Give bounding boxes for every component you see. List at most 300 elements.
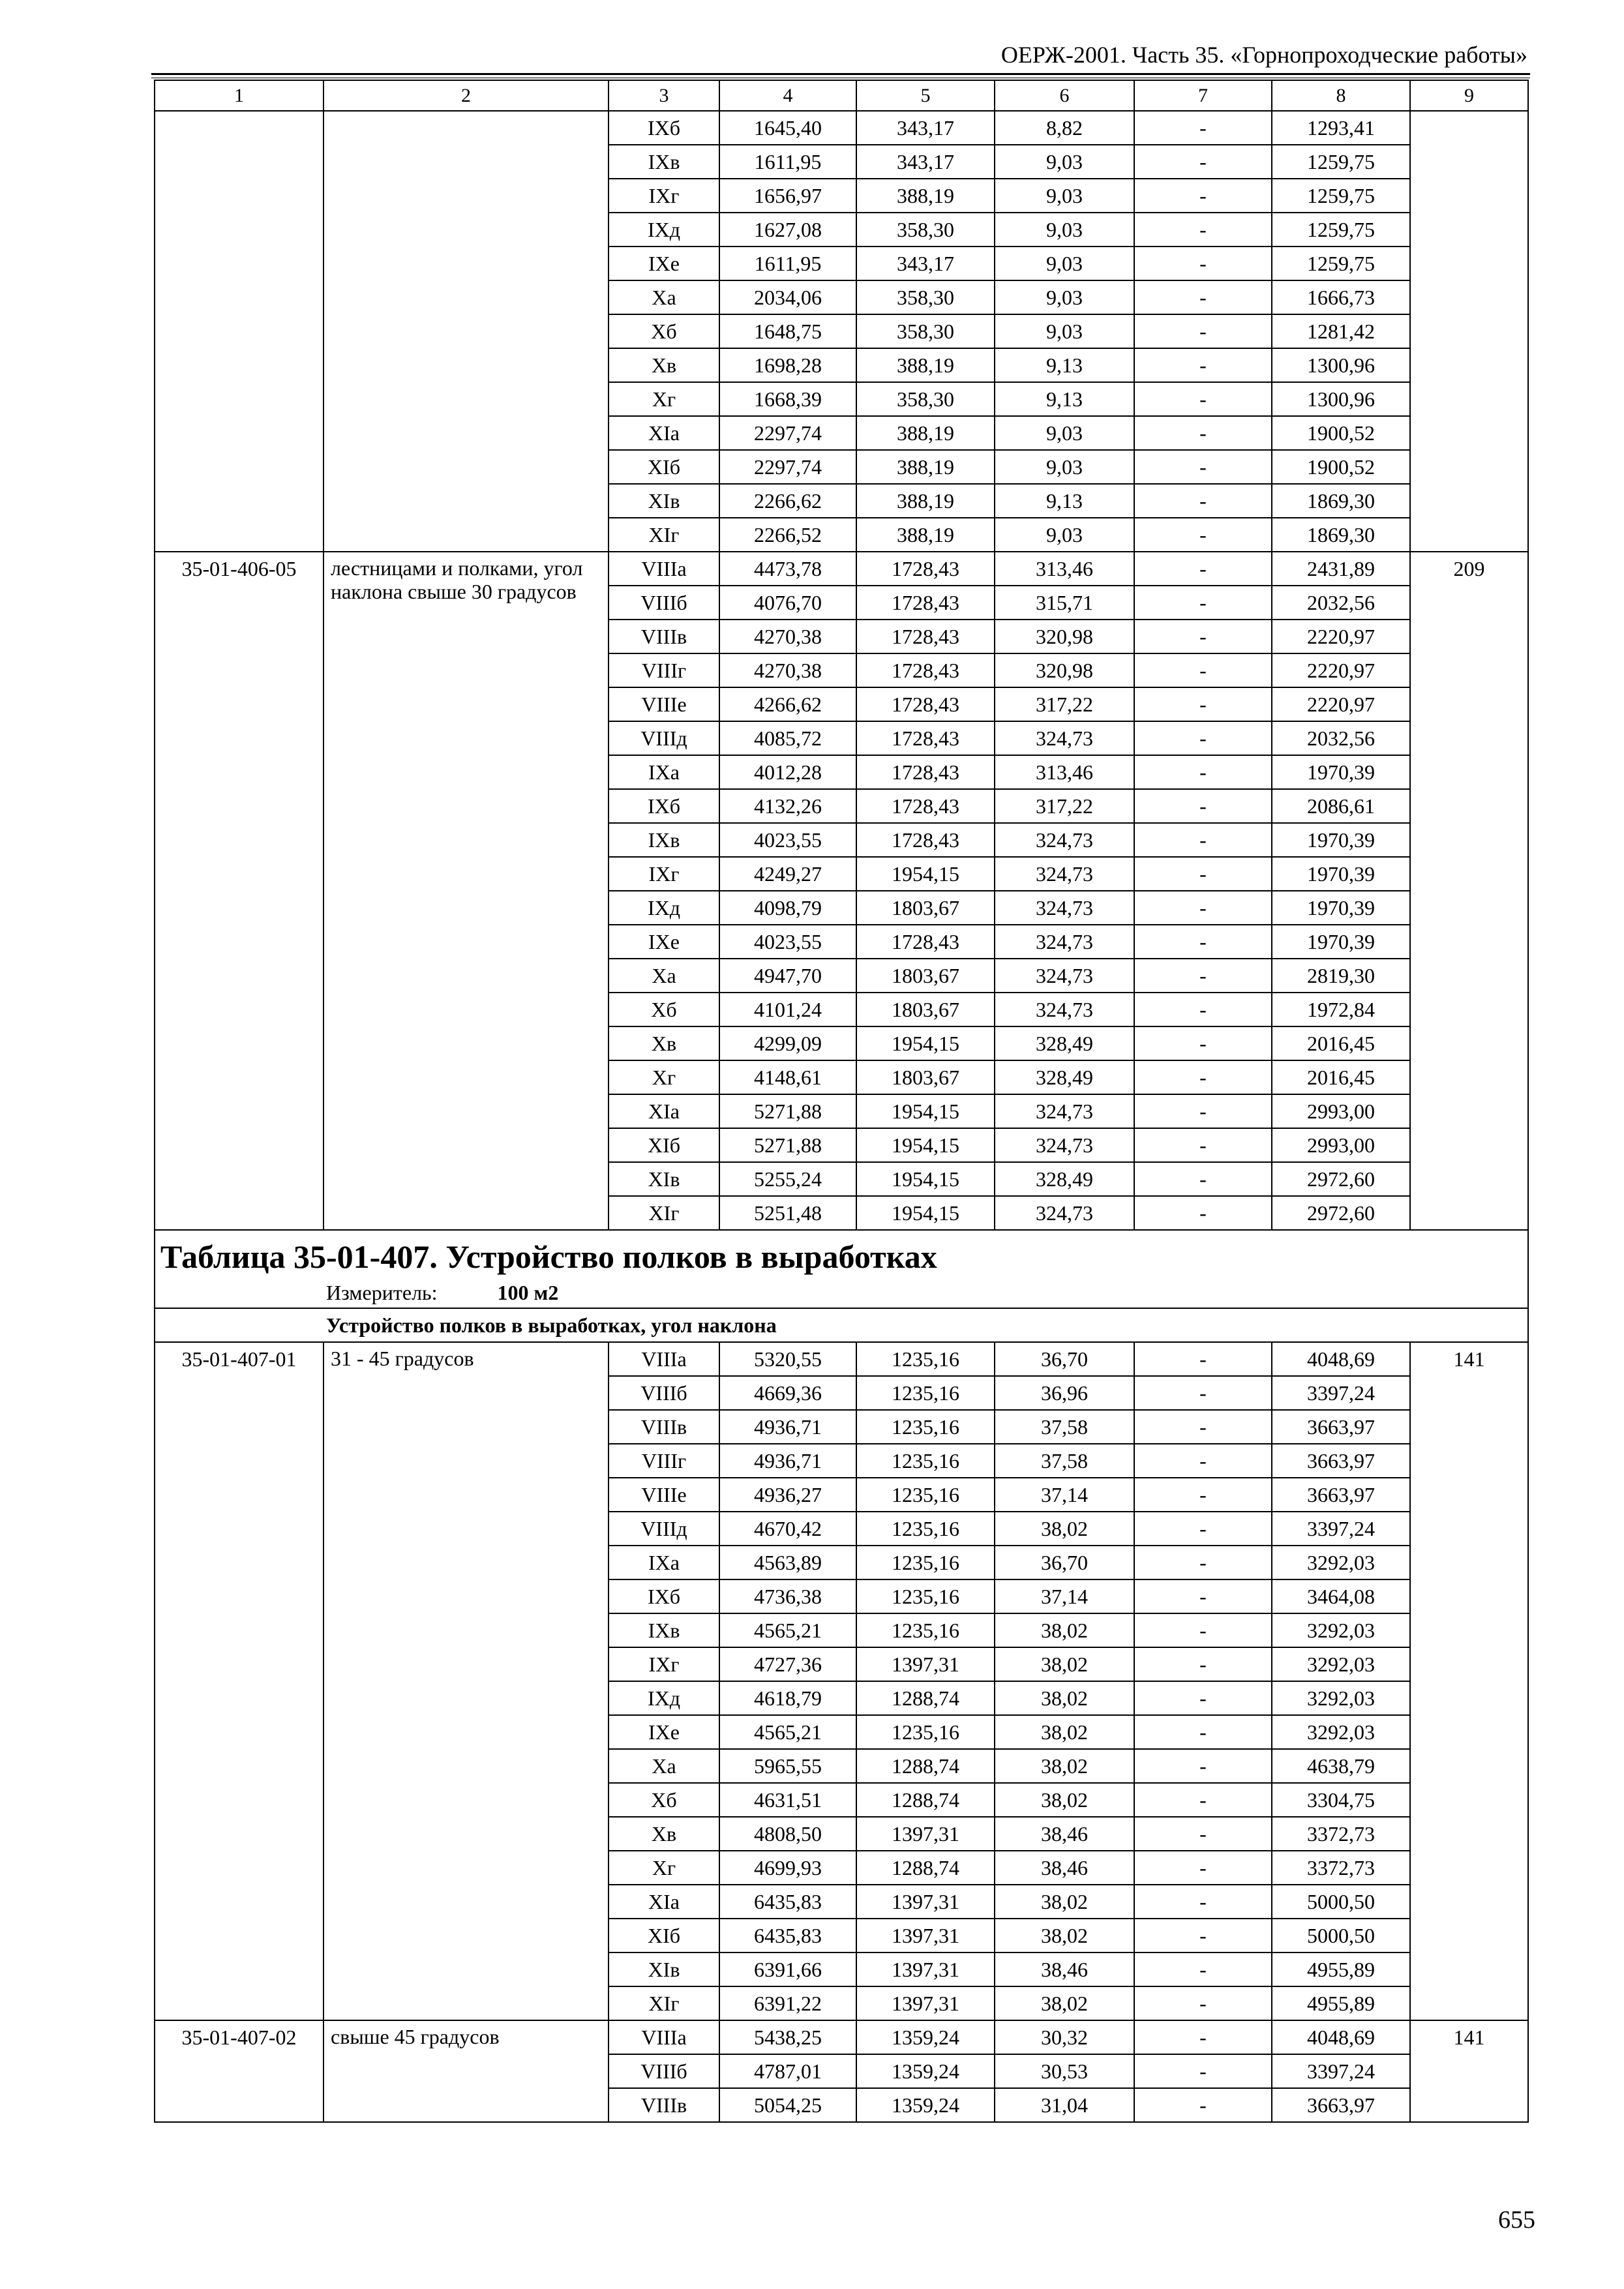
table-cell: 1235,16	[856, 1410, 995, 1444]
table-cell: 3292,03	[1272, 1647, 1410, 1681]
item-code	[155, 111, 323, 552]
table-cell: 4249,27	[719, 857, 856, 891]
table-cell: 38,46	[995, 1952, 1134, 1986]
table-cell: 5965,55	[719, 1749, 856, 1783]
table-cell: 4631,51	[719, 1783, 856, 1817]
table-cell: 1235,16	[856, 1376, 995, 1410]
table-cell: 3397,24	[1272, 1512, 1410, 1546]
table-cell: 324,73	[995, 1094, 1134, 1128]
table-cell: 5271,88	[719, 1128, 856, 1162]
table-cell: 3663,97	[1272, 1444, 1410, 1478]
table-cell: IXб	[609, 111, 719, 145]
table-cell: 1288,74	[856, 1783, 995, 1817]
table-cell: 4936,71	[719, 1444, 856, 1478]
table-cell: 38,02	[995, 1715, 1134, 1749]
table-cell: 320,98	[995, 620, 1134, 653]
table-cell: 343,17	[856, 111, 995, 145]
table-cell: 30,32	[995, 2020, 1134, 2054]
table-cell: 9,03	[995, 518, 1134, 552]
table-cell: -	[1134, 1749, 1272, 1783]
table-cell: 4085,72	[719, 721, 856, 755]
table-row	[155, 111, 1528, 145]
table-cell: -	[1134, 111, 1272, 145]
table-cell: 2819,30	[1272, 959, 1410, 993]
table-cell: 313,46	[995, 552, 1134, 586]
item-col9: 141	[1410, 1342, 1528, 2020]
table-cell: -	[1134, 1478, 1272, 1512]
table-cell: -	[1134, 789, 1272, 823]
table-cell: 4727,36	[719, 1647, 856, 1681]
table-cell: -	[1134, 1579, 1272, 1613]
table-cell: 2220,97	[1272, 653, 1410, 687]
rates-table	[154, 80, 1529, 2123]
table-cell: 1803,67	[856, 891, 995, 925]
table-cell: 4618,79	[719, 1681, 856, 1715]
table-cell: 1972,84	[1272, 993, 1410, 1026]
table-cell: XIб	[609, 450, 719, 484]
table-cell: 4266,62	[719, 687, 856, 721]
table-cell: IXг	[609, 857, 719, 891]
table-cell: Xг	[609, 1851, 719, 1885]
table-cell: VIIIб	[609, 2054, 719, 2088]
table-cell: 358,30	[856, 280, 995, 314]
table-cell: Xб	[609, 314, 719, 348]
table-cell: 2220,97	[1272, 620, 1410, 653]
table-cell: XIа	[609, 1885, 719, 1919]
table-cell: 317,22	[995, 789, 1134, 823]
table-cell: XIб	[609, 1919, 719, 1952]
table-cell: 36,96	[995, 1376, 1134, 1410]
table-cell: 1728,43	[856, 925, 995, 959]
table-cell: 3663,97	[1272, 1410, 1410, 1444]
table-cell: 2016,45	[1272, 1026, 1410, 1060]
table-cell: 5438,25	[719, 2020, 856, 2054]
table-cell: IXе	[609, 1715, 719, 1749]
table-cell: 4563,89	[719, 1546, 856, 1579]
table-cell: 1803,67	[856, 993, 995, 1026]
table-cell: 1954,15	[856, 1162, 995, 1196]
col-number: 4	[719, 80, 856, 111]
section-title-row	[155, 1308, 1528, 1342]
table-cell: 1954,15	[856, 1128, 995, 1162]
table-cell: 4947,70	[719, 959, 856, 993]
table-cell: -	[1134, 552, 1272, 586]
table-cell: 1611,95	[719, 247, 856, 280]
table-cell: 30,53	[995, 2054, 1134, 2088]
table-cell: 1259,75	[1272, 247, 1410, 280]
table-cell: 1656,97	[719, 179, 856, 213]
table-cell: 1288,74	[856, 1681, 995, 1715]
table-cell: 324,73	[995, 823, 1134, 857]
table-cell: VIIIб	[609, 586, 719, 620]
table-cell: -	[1134, 755, 1272, 789]
table-cell: 324,73	[995, 1196, 1134, 1230]
table-cell: XIа	[609, 416, 719, 450]
table-cell: 324,73	[995, 891, 1134, 925]
table-cell: 324,73	[995, 857, 1134, 891]
table-cell: 324,73	[995, 925, 1134, 959]
table-cell: 320,98	[995, 653, 1134, 687]
table-cell: VIIIв	[609, 1410, 719, 1444]
table-cell: -	[1134, 653, 1272, 687]
table-cell: VIIIа	[609, 552, 719, 586]
table-cell: IXб	[609, 789, 719, 823]
table-cell: -	[1134, 1162, 1272, 1196]
table-cell: -	[1134, 1647, 1272, 1681]
table-cell: 1300,96	[1272, 348, 1410, 382]
table-cell: VIIIг	[609, 653, 719, 687]
table-cell: 4132,26	[719, 789, 856, 823]
table-cell: 1300,96	[1272, 382, 1410, 416]
table-cell: 2032,56	[1272, 586, 1410, 620]
table-cell: 6391,66	[719, 1952, 856, 1986]
measure-label: Измеритель:	[326, 1281, 438, 1304]
table-cell: 1259,75	[1272, 145, 1410, 179]
table-cell: Xб	[609, 1783, 719, 1817]
table-cell: -	[1134, 1613, 1272, 1647]
table-cell: 3663,97	[1272, 2088, 1410, 2122]
table-cell: -	[1134, 687, 1272, 721]
table-cell: 2297,74	[719, 450, 856, 484]
table-cell: 6391,22	[719, 1986, 856, 2020]
col-number: 6	[995, 80, 1134, 111]
table-cell: 38,02	[995, 1885, 1134, 1919]
table-cell: 9,13	[995, 348, 1134, 382]
table-cell: XIа	[609, 1094, 719, 1128]
table-cell: -	[1134, 586, 1272, 620]
table-cell: 38,46	[995, 1817, 1134, 1851]
table-cell: 36,70	[995, 1342, 1134, 1376]
table-cell: 2086,61	[1272, 789, 1410, 823]
table-cell: 1728,43	[856, 653, 995, 687]
table-cell: VIIIг	[609, 1444, 719, 1478]
table-cell: 1235,16	[856, 1512, 995, 1546]
table-cell: 5000,50	[1272, 1885, 1410, 1919]
table-cell: 1954,15	[856, 1094, 995, 1128]
table-cell: 1627,08	[719, 213, 856, 247]
table-cell: 324,73	[995, 959, 1134, 993]
table-row	[155, 2020, 1528, 2054]
col-number: 2	[323, 80, 609, 111]
table-cell: -	[1134, 1410, 1272, 1444]
table-cell: 1397,31	[856, 1885, 995, 1919]
table-cell: -	[1134, 993, 1272, 1026]
table-cell: Xа	[609, 1749, 719, 1783]
table-cell: 5251,48	[719, 1196, 856, 1230]
table-cell: -	[1134, 382, 1272, 416]
table-row	[155, 552, 1528, 586]
header-rule-thick	[151, 73, 1530, 75]
table-cell: VIIIд	[609, 721, 719, 755]
table-cell: -	[1134, 1919, 1272, 1952]
table-cell: 1728,43	[856, 552, 995, 586]
table-cell: 1869,30	[1272, 518, 1410, 552]
table-cell: IXе	[609, 247, 719, 280]
table-cell: 38,02	[995, 1681, 1134, 1715]
item-description: лестницами и полками, угол наклона свыше 30 градусов	[323, 552, 609, 1230]
table-cell: 4736,38	[719, 1579, 856, 1613]
table-cell: 38,02	[995, 1919, 1134, 1952]
table-cell: -	[1134, 348, 1272, 382]
table-cell: -	[1134, 1952, 1272, 1986]
table-cell: 38,02	[995, 1613, 1134, 1647]
table-cell: -	[1134, 1986, 1272, 2020]
table-cell: 1359,24	[856, 2054, 995, 2088]
table-cell: 3292,03	[1272, 1681, 1410, 1715]
table-cell: 1869,30	[1272, 484, 1410, 518]
col-number: 3	[609, 80, 719, 111]
col-number: 1	[155, 80, 323, 111]
table-cell: -	[1134, 823, 1272, 857]
table-cell: 1954,15	[856, 1196, 995, 1230]
table-cell: -	[1134, 1444, 1272, 1478]
table-cell: VIIIе	[609, 1478, 719, 1512]
table-cell: 4638,79	[1272, 1749, 1410, 1783]
table-cell: 3464,08	[1272, 1579, 1410, 1613]
table-cell: XIв	[609, 484, 719, 518]
table-cell: 1235,16	[856, 1613, 995, 1647]
table-cell: 1970,39	[1272, 823, 1410, 857]
table-cell: -	[1134, 450, 1272, 484]
table-cell: 1954,15	[856, 857, 995, 891]
table-cell: 1803,67	[856, 1060, 995, 1094]
table-cell: Xв	[609, 1026, 719, 1060]
table-cell: 2972,60	[1272, 1162, 1410, 1196]
table-cell: -	[1134, 518, 1272, 552]
table-cell: 5320,55	[719, 1342, 856, 1376]
table-cell: 5054,25	[719, 2088, 856, 2122]
item-code: 35-01-407-02	[155, 2020, 323, 2122]
table-cell: 1728,43	[856, 586, 995, 620]
table-cell: 388,19	[856, 348, 995, 382]
table-cell: Xа	[609, 959, 719, 993]
table-cell: 4955,89	[1272, 1986, 1410, 2020]
table-cell: 4148,61	[719, 1060, 856, 1094]
table-cell: XIг	[609, 1986, 719, 2020]
table-cell: -	[1134, 2054, 1272, 2088]
table-cell: Xв	[609, 1817, 719, 1851]
table-cell: 1728,43	[856, 789, 995, 823]
table-cell: 1970,39	[1272, 755, 1410, 789]
page-number: 655	[1498, 2206, 1535, 2234]
table-cell: Xг	[609, 1060, 719, 1094]
item-description: 31 - 45 градусов	[323, 1342, 609, 2020]
col-number: 9	[1410, 80, 1528, 111]
table-cell: VIIIе	[609, 687, 719, 721]
table-cell: 4565,21	[719, 1613, 856, 1647]
table-body	[155, 80, 1528, 2122]
table-cell: XIг	[609, 518, 719, 552]
table-cell: 1288,74	[856, 1851, 995, 1885]
table-cell: 4699,93	[719, 1851, 856, 1885]
table-cell: 36,70	[995, 1546, 1134, 1579]
table-cell: VIIIб	[609, 1376, 719, 1410]
table-cell: 2032,56	[1272, 721, 1410, 755]
table-cell: 1954,15	[856, 1026, 995, 1060]
table-cell: VIIIв	[609, 620, 719, 653]
table-cell: 9,03	[995, 145, 1134, 179]
table-cell: 37,58	[995, 1444, 1134, 1478]
table-cell: 343,17	[856, 247, 995, 280]
item-col9	[1410, 111, 1528, 552]
running-header: ОЕРЖ-2001. Часть 35. «Горнопроходческие работы»	[1000, 42, 1527, 68]
table-cell: 9,03	[995, 213, 1134, 247]
table-cell: Xа	[609, 280, 719, 314]
table-cell: 4936,71	[719, 1410, 856, 1444]
table-cell: XIв	[609, 1952, 719, 1986]
table-cell: 358,30	[856, 382, 995, 416]
table-cell: 4473,78	[719, 552, 856, 586]
table-cell: 37,58	[995, 1410, 1134, 1444]
table-cell: 38,02	[995, 1647, 1134, 1681]
measure-value: 100 м2	[497, 1281, 559, 1304]
table-cell: 1259,75	[1272, 179, 1410, 213]
table-cell: 4048,69	[1272, 1342, 1410, 1376]
table-cell: 3397,24	[1272, 2054, 1410, 2088]
table-cell: 4023,55	[719, 823, 856, 857]
section-title: Устройство полков в выработках, угол наклона	[155, 1308, 1528, 1342]
table-cell: -	[1134, 1885, 1272, 1919]
table-cell: 1666,73	[1272, 280, 1410, 314]
table-cell: 37,14	[995, 1478, 1134, 1512]
table-cell: -	[1134, 1342, 1272, 1376]
table-cell: 2266,52	[719, 518, 856, 552]
table-cell: 343,17	[856, 145, 995, 179]
table-cell: 1970,39	[1272, 857, 1410, 891]
table-cell: 4808,50	[719, 1817, 856, 1851]
table-cell: -	[1134, 247, 1272, 280]
table-cell: -	[1134, 857, 1272, 891]
table-cell: 1803,67	[856, 959, 995, 993]
item-description: свыше 45 градусов	[323, 2020, 609, 2122]
table-cell: 9,03	[995, 280, 1134, 314]
table-cell: -	[1134, 959, 1272, 993]
table-cell: 1728,43	[856, 620, 995, 653]
table-cell: 1648,75	[719, 314, 856, 348]
table-cell: IXд	[609, 891, 719, 925]
table-cell: 38,02	[995, 1749, 1134, 1783]
table-cell: 1970,39	[1272, 925, 1410, 959]
table-cell: -	[1134, 484, 1272, 518]
col-number: 5	[856, 80, 995, 111]
table-cell: 1359,24	[856, 2020, 995, 2054]
table-cell: 6435,83	[719, 1919, 856, 1952]
table-cell: 313,46	[995, 755, 1134, 789]
table-cell: 2266,62	[719, 484, 856, 518]
table-cell: 1235,16	[856, 1444, 995, 1478]
table-cell: 324,73	[995, 721, 1134, 755]
table-cell: 1397,31	[856, 1647, 995, 1681]
table-cell: -	[1134, 1681, 1272, 1715]
table-cell: 4270,38	[719, 620, 856, 653]
table-cell: 1293,41	[1272, 111, 1410, 145]
table-cell: 317,22	[995, 687, 1134, 721]
table-cell: 2016,45	[1272, 1060, 1410, 1094]
table-cell: 1259,75	[1272, 213, 1410, 247]
item-col9: 209	[1410, 552, 1528, 1230]
table-cell: 1728,43	[856, 755, 995, 789]
table-cell: 38,02	[995, 1986, 1134, 2020]
table-cell: 315,71	[995, 586, 1134, 620]
table-cell: 1235,16	[856, 1579, 995, 1613]
table-cell: 1235,16	[856, 1342, 995, 1376]
table-cell: 328,49	[995, 1060, 1134, 1094]
table-cell: VIIIд	[609, 1512, 719, 1546]
table-cell: VIIIа	[609, 1342, 719, 1376]
table-cell: IXб	[609, 1579, 719, 1613]
table-cell: VIIIв	[609, 2088, 719, 2122]
table-cell: 1970,39	[1272, 891, 1410, 925]
table-cell: XIв	[609, 1162, 719, 1196]
table-row	[155, 1342, 1528, 1376]
table-cell: VIIIа	[609, 2020, 719, 2054]
table-cell: -	[1134, 145, 1272, 179]
table-cell: 328,49	[995, 1026, 1134, 1060]
table-title-row	[155, 1230, 1528, 1308]
table-cell: 3372,73	[1272, 1817, 1410, 1851]
item-code: 35-01-407-01	[155, 1342, 323, 2020]
column-number-row	[155, 80, 1528, 111]
table-cell: -	[1134, 925, 1272, 959]
table-cell: 9,03	[995, 179, 1134, 213]
table-cell: 2431,89	[1272, 552, 1410, 586]
table-cell: 358,30	[856, 213, 995, 247]
table-cell: 1235,16	[856, 1478, 995, 1512]
col-number: 8	[1272, 80, 1410, 111]
table-title-cell	[155, 1230, 1528, 1308]
item-description	[323, 111, 609, 552]
table-cell: -	[1134, 620, 1272, 653]
table-cell: -	[1134, 1817, 1272, 1851]
table-cell: 4048,69	[1272, 2020, 1410, 2054]
table-cell: -	[1134, 1128, 1272, 1162]
table-cell: IXг	[609, 179, 719, 213]
item-code: 35-01-406-05	[155, 552, 323, 1230]
table-cell: 1397,31	[856, 1919, 995, 1952]
table-cell: 38,02	[995, 1512, 1134, 1546]
table-cell: 4670,42	[719, 1512, 856, 1546]
table-cell: -	[1134, 213, 1272, 247]
table-cell: -	[1134, 1196, 1272, 1230]
table-cell: -	[1134, 280, 1272, 314]
table-cell: -	[1134, 314, 1272, 348]
table-cell: -	[1134, 1783, 1272, 1817]
table-cell: -	[1134, 1546, 1272, 1579]
table-cell: 388,19	[856, 179, 995, 213]
table-cell: XIг	[609, 1196, 719, 1230]
table-cell: -	[1134, 1851, 1272, 1885]
table-cell: 4098,79	[719, 891, 856, 925]
table-cell: 9,03	[995, 416, 1134, 450]
table-cell: 4565,21	[719, 1715, 856, 1749]
table-cell: 4936,27	[719, 1478, 856, 1512]
table-cell: -	[1134, 1060, 1272, 1094]
table-cell: -	[1134, 1094, 1272, 1128]
table-cell: 1397,31	[856, 1817, 995, 1851]
table-cell: -	[1134, 1026, 1272, 1060]
table-cell: -	[1134, 179, 1272, 213]
table-cell: -	[1134, 2088, 1272, 2122]
table-cell: 31,04	[995, 2088, 1134, 2122]
table-cell: 3397,24	[1272, 1376, 1410, 1410]
table-cell: -	[1134, 721, 1272, 755]
table-cell: 1611,95	[719, 145, 856, 179]
table-cell: 38,02	[995, 1783, 1134, 1817]
table-cell: 8,82	[995, 111, 1134, 145]
table-cell: 3292,03	[1272, 1715, 1410, 1749]
table-title: Таблица 35-01-407. Устройство полков в выработках	[160, 1238, 937, 1275]
table-cell: IXа	[609, 755, 719, 789]
